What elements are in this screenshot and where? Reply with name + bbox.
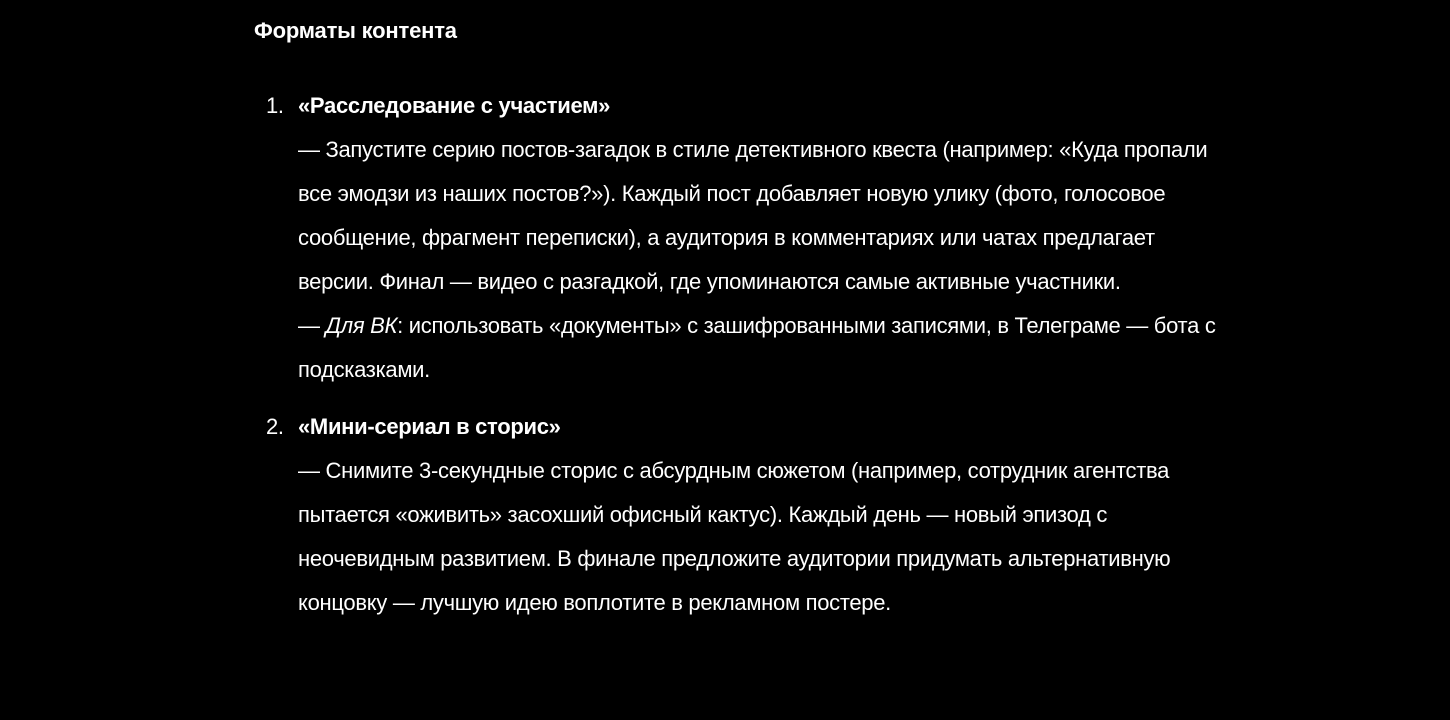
note-platform-label: Для ВК [325, 313, 398, 338]
note-text: : использовать «документы» с зашифрованными записями, в Телеграме — бота с подсказками. [298, 313, 1216, 382]
content-area [254, 14, 1234, 625]
section-heading: Форматы контента [254, 18, 457, 43]
formats-list [254, 84, 1234, 625]
list-item-title: «Расследование с участием» [298, 93, 611, 118]
list-item-description: — Снимите 3-секундные сторис с абсурдным сюжетом (например, сотрудник агентства пытается «оживить» засохший офисный кактус). Каждый день — новый эпизод с неочевидным развитием. В финале предложите аудитории придумать альтернативную концовку — лучшую идею воплотите в рекламном постере. [298, 458, 1171, 615]
list-item-title: «Мини-сериал в сторис» [298, 414, 561, 439]
list-item [254, 84, 1234, 392]
list-item-number: 1. [266, 93, 284, 118]
list-item-number: 2. [266, 414, 284, 439]
note-dash: — [298, 313, 326, 338]
list-item-note [298, 304, 1234, 392]
list-item-description: — Запустите серию постов-загадок в стиле детективного квеста (например: «Куда пропали все эмодзи из наших постов?»). Каждый пост добавляет новую улику (фото, голосовое сообщение, фрагмент переписки), а аудитория в комментариях или чатах предлагает версии. Финал — видео с разгадкой, где упоминаются самые активные участники. [298, 137, 1208, 294]
list-item [254, 405, 1234, 625]
